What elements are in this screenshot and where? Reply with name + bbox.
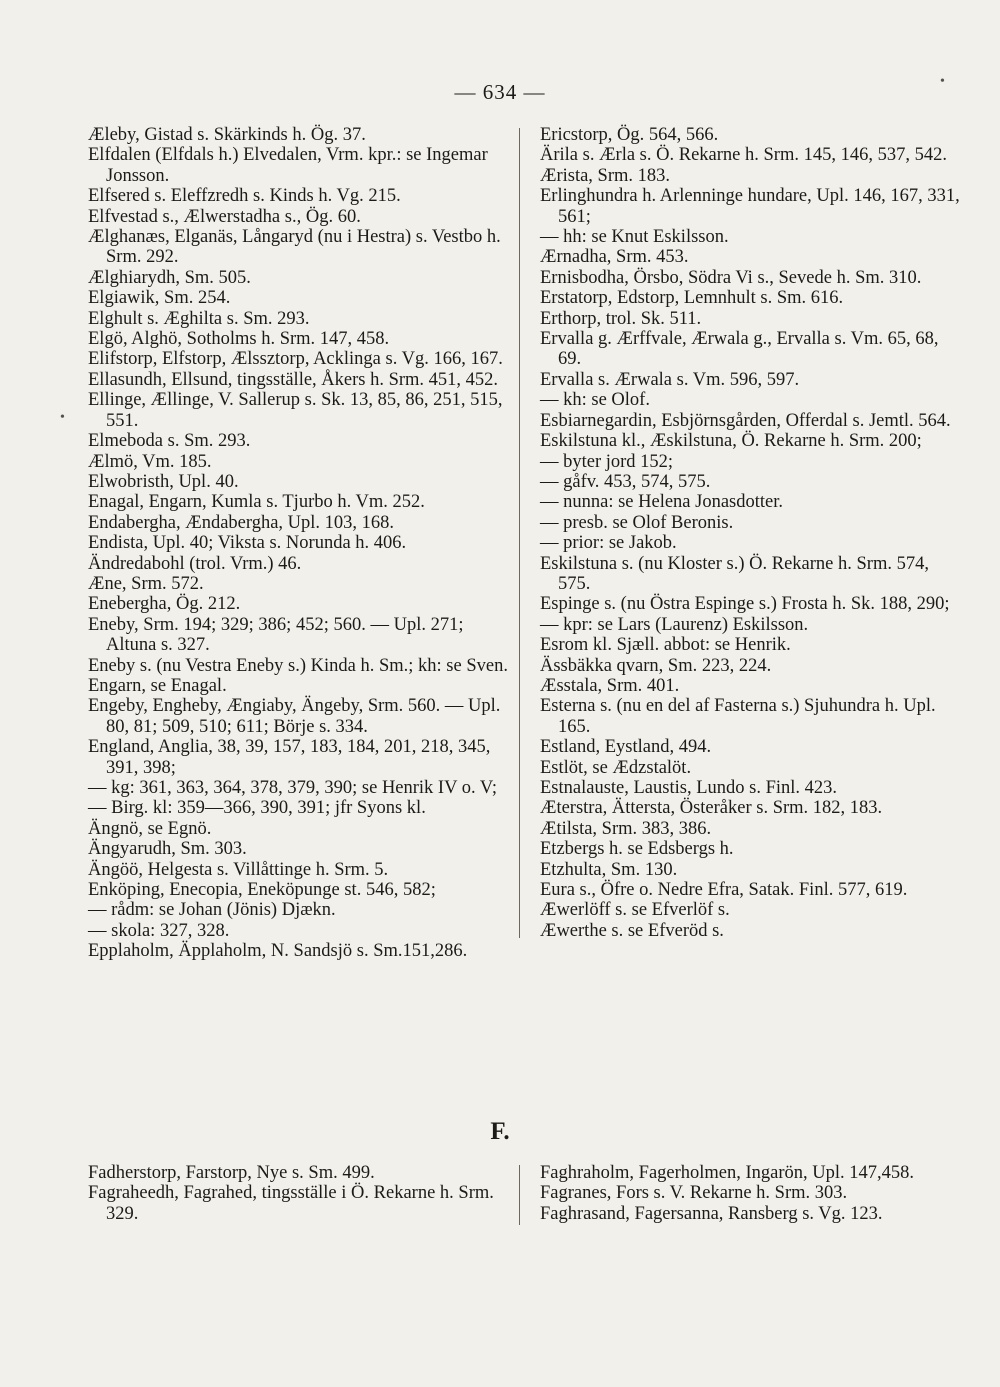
index-entry: Erthorp, trol. Sk. 511. [540, 308, 702, 329]
index-entry: Estnalauste, Laustis, Lundo s. Finl. 423. [540, 778, 838, 798]
index-entry: Elifstorp, Elfstorp, Ælssztorp, Acklinga s. Vg. 166, 167. [88, 349, 503, 370]
index-entry: Ælghiarydh, Sm. 505. [88, 267, 251, 288]
index-entry: Ängyarudh, Sm. 303. [88, 839, 247, 860]
margin-mark: • [60, 410, 65, 425]
column-divider [519, 128, 520, 938]
section-f-right-column [540, 1163, 960, 1224]
page-number: — 634 — [454, 80, 546, 104]
index-entry: Elwobristh, Upl. 40. [88, 471, 239, 492]
index-entry: Æwerthe s. se Efveröd s. [540, 920, 724, 941]
index-entry: — hh: se Knut Eskilsson. [540, 227, 729, 248]
column-divider [519, 1165, 520, 1225]
index-entry: Æleby, Gistad s. Skärkinds h. Ög. 37. [88, 125, 366, 145]
index-entry: — rådm: se Johan (Jönis) Djækn. [88, 900, 336, 921]
index-entry: Ässbäkka qvarn, Sm. 223, 224. [540, 655, 772, 676]
index-entry: Erlinghundra h. Arlenninge hundare, Upl. 146, 167, 331, 561; [540, 186, 960, 227]
index-entry: Ælghanæs, Elganäs, Långaryd (nu i Hestra) s. Vestbo h. Srm. 292. [88, 227, 501, 268]
index-entry: England, Anglia, 38, 39, 157, 183, 184, 201, 218, 345, 391, 398; [88, 737, 491, 778]
index-entry: Ändredabohl (trol. Vrm.) 46. [88, 553, 302, 574]
index-entry: Æterstra, Ättersta, Österåker s. Srm. 182, 183. [540, 798, 883, 819]
index-entry: Esbiarnegardin, Esbjörnsgården, Offerdal s. Jemtl. 564. [540, 410, 951, 431]
index-entry: — Birg. kl: 359—366, 390, 391; jfr Syons kl. [88, 798, 426, 819]
index-entry: Endista, Upl. 40; Viksta s. Norunda h. 406. [88, 533, 407, 554]
index-entry: Ernisbodha, Örsbo, Södra Vi s., Sevede h. Sm. 310. [540, 267, 922, 288]
index-entry: Æsstala, Srm. 401. [540, 675, 680, 696]
index-entry: Faghrasand, Fagersanna, Ransberg s. Vg. 123. [540, 1203, 883, 1224]
index-entry: Elfsered s. Eleffzredh s. Kinds h. Vg. 215. [88, 186, 401, 207]
index-entry: — prior: se Jakob. [540, 533, 677, 554]
left-column [88, 125, 508, 962]
index-entry: — nunna: se Helena Jonasdotter. [540, 492, 784, 513]
index-entry: Elgö, Alghö, Sotholms h. Srm. 147, 458. [88, 329, 390, 350]
index-entry: Eura s., Öfre o. Nedre Efra, Satak. Finl. 577, 619. [540, 880, 908, 901]
corner-mark: • [940, 74, 945, 89]
index-entry: Enagal, Engarn, Kumla s. Tjurbo h. Vm. 252. [88, 492, 425, 513]
index-entry: Æwerlöff s. se Efverlöf s. [540, 900, 730, 921]
index-entry: — kh: se Olof. [540, 390, 650, 411]
index-entry: Epplaholm, Äpplaholm, N. Sandsjö s. Sm.151,286. [88, 941, 468, 962]
index-entry: Fagranes, Fors s. V. Rekarne h. Srm. 303. [540, 1183, 848, 1204]
index-entry: Ervalla g. Ærffvale, Ærwala g., Ervalla s. Vm. 65, 68, 69. [540, 329, 939, 370]
index-entry: Engarn, se Enagal. [88, 675, 227, 696]
index-entry: Esrom kl. Sjæll. abbot: se Henrik. [540, 635, 791, 656]
index-entry: Eskilstuna kl., Æskilstuna, Ö. Rekarne h. Srm. 200; [540, 431, 922, 452]
index-entry: Esterna s. (nu en del af Fasterna s.) Sjuhundra h. Upl. 165. [540, 696, 936, 737]
index-entry: Ærista, Srm. 183. [540, 165, 671, 186]
section-heading: F. [490, 1118, 510, 1145]
index-entry: Etzhulta, Sm. 130. [540, 859, 678, 880]
index-entry: Fagraheedh, Fagrahed, tingsställe i Ö. Rekarne h. Srm. 329. [88, 1183, 494, 1224]
index-entry: Etzbergs h. se Edsbergs h. [540, 839, 734, 860]
index-entry: Endabergha, Ændabergha, Upl. 103, 168. [88, 512, 395, 533]
index-entry: Estlöt, se Ædzstalöt. [540, 757, 692, 778]
index-entry: Elmeboda s. Sm. 293. [88, 431, 251, 452]
index-entry: Elfvestad s., Ælwerstadha s., Ög. 60. [88, 206, 361, 227]
index-entry: Elghult s. Æghilta s. Sm. 293. [88, 308, 310, 329]
index-entry: Enebergha, Ög. 212. [88, 594, 241, 615]
index-entry: Eneby, Srm. 194; 329; 386; 452; 560. — Upl. 271; Altuna s. 327. [88, 614, 464, 656]
index-entry: Ætilsta, Srm. 383, 386. [540, 818, 712, 839]
index-entry: Faghraholm, Fagerholmen, Ingarön, Upl. 147,458. [540, 1163, 915, 1183]
index-entry: Ervalla s. Ærwala s. Vm. 596, 597. [540, 369, 800, 390]
index-entry: — skola: 327, 328. [88, 920, 230, 941]
index-entry: Ängöö, Helgesta s. Villåttinge h. Srm. 5. [88, 859, 389, 880]
index-entry: Estland, Eystland, 494. [540, 737, 712, 758]
index-entry: Elfdalen (Elfdals h.) Elvedalen, Vrm. kpr.: se Ingemar Jonsson. [88, 145, 488, 186]
index-entry: — kg: 361, 363, 364, 378, 379, 390; se Henrik IV o. V; [88, 778, 498, 798]
right-column [540, 125, 960, 941]
index-entry: Espinge s. (nu Östra Espinge s.) Frosta h. Sk. 188, 290; [540, 594, 950, 615]
index-entry: Ellinge, Ællinge, V. Sallerup s. Sk. 13, 85, 86, 251, 515, 551. [88, 390, 503, 431]
index-entry: Ellasundh, Ellsund, tingsställe, Åkers h. Srm. 451, 452. [88, 369, 499, 390]
index-entry: Enköping, Enecopia, Eneköpunge st. 546, 582; [88, 880, 436, 901]
section-f-left-column [88, 1163, 508, 1224]
index-entry: Elgiawik, Sm. 254. [88, 288, 231, 309]
index-entry: — kpr: se Lars (Laurenz) Eskilsson. [540, 614, 809, 635]
index-entry: Ærnadha, Srm. 453. [540, 247, 689, 268]
index-entry: Engeby, Engheby, Ængiaby, Ängeby, Srm. 560. — Upl. 80, 81; 509, 510; 611; Börje s. 334. [88, 696, 501, 737]
index-entry: Ericstorp, Ög. 564, 566. [540, 125, 719, 145]
index-entry: Ärila s. Ærla s. Ö. Rekarne h. Srm. 145, 146, 537, 542. [540, 145, 947, 166]
index-entry: Fadherstorp, Farstorp, Nye s. Sm. 499. [88, 1163, 375, 1183]
index-entry: — presb. se Olof Beronis. [540, 512, 734, 533]
index-entry: Eskilstuna s. (nu Kloster s.) Ö. Rekarne h. Srm. 574, 575. [540, 553, 929, 594]
index-entry: Ängnö, se Egnö. [88, 818, 212, 839]
index-entry: Ælmö, Vm. 185. [88, 451, 212, 472]
index-entry: — gåfv. 453, 574, 575. [540, 471, 711, 492]
index-entry: Erstatorp, Edstorp, Lemnhult s. Sm. 616. [540, 288, 844, 309]
index-entry: Eneby s. (nu Vestra Eneby s.) Kinda h. Sm.; kh: se Sven. [88, 655, 508, 676]
index-entry: Æne, Srm. 572. [88, 573, 204, 594]
index-entry: — byter jord 152; [540, 451, 674, 472]
